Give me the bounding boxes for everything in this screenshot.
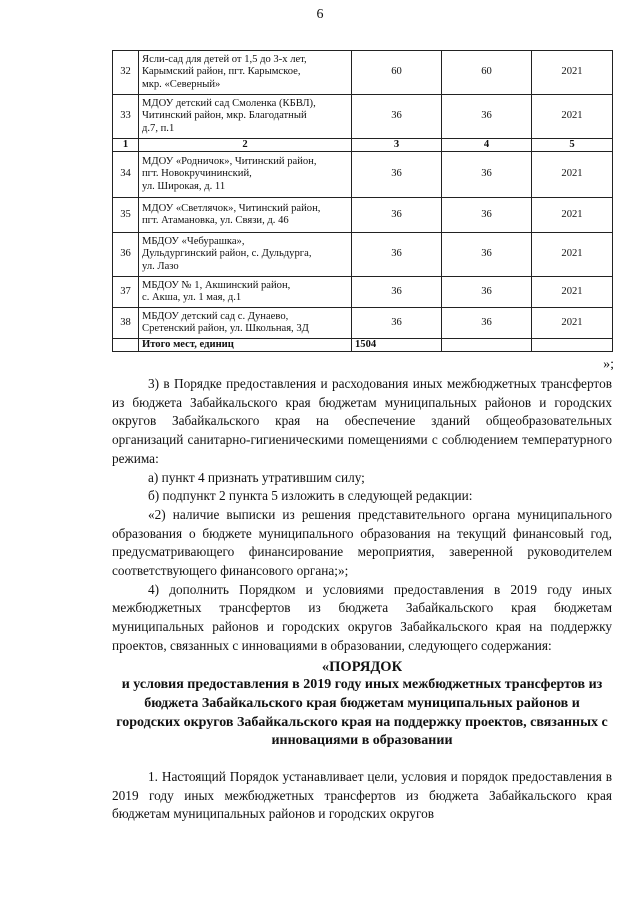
paragraph-clause-1: 1. Настоящий Порядок устанавливает цели, условия и порядок предоставления в 2019 году иных межбюджетных трансфертов из бюджета Забайкальского края бюджетам муниципальных районов и городских округов: [112, 769, 612, 822]
table-row: [113, 233, 613, 277]
places-planned: 36: [352, 233, 442, 277]
total-spacer: [113, 339, 139, 352]
table-row: [113, 198, 613, 233]
row-number: 35: [113, 198, 139, 233]
table-row: [113, 308, 613, 339]
institution-name: МДОУ «Родничок», Читинский район, пгт. Новокручининский, ул. Широкая, д. 11: [139, 152, 352, 198]
total-row: [113, 339, 613, 352]
places-created: 60: [442, 51, 532, 95]
column-number-row: [113, 139, 613, 152]
column-number: 2: [139, 139, 352, 152]
row-number: 34: [113, 152, 139, 198]
procedure-title: [112, 658, 612, 752]
column-number: 1: [113, 139, 139, 152]
year: 2021: [532, 233, 613, 277]
column-number: 5: [532, 139, 613, 152]
institution-name: МБДОУ детский сад с. Дунаево, Сретенский район, ул. Школьная, 3Д: [139, 308, 352, 339]
places-planned: 36: [352, 198, 442, 233]
year: 2021: [532, 95, 613, 139]
places-created: 36: [442, 233, 532, 277]
paragraph-item-3: 3) в Порядке предоставления и расходования иных межбюджетных трансфертов из бюджета Забайкальского края бюджетам муниципальных районов и городских округов Забайкальского края на обеспечение зданий общеобразовательных организаций санитарно-гигиеническими помещениями с соблюдением температурного режима:: [112, 376, 612, 466]
places-planned: 60: [352, 51, 442, 95]
paragraph-quoted-subclause: «2) наличие выписки из решения представительного органа муниципального образования о бюджете муниципального образования на текущий финансовый год, предусматривающего финансирование мероприятия, заверенной руководителем соответствующего финансового органа;»;: [112, 506, 612, 579]
places-created: 36: [442, 152, 532, 198]
kindergarten-places-table: [112, 50, 613, 352]
page-number: 6: [316, 7, 324, 22]
institution-name: МБДОУ № 1, Акшинский район, с. Акша, ул. 1 мая, д.1: [139, 277, 352, 308]
table-row: [113, 277, 613, 308]
table-row: [113, 95, 613, 139]
total-value: 1504: [352, 339, 442, 352]
row-number: 37: [113, 277, 139, 308]
paragraph-item-a: а) пункт 4 признать утратившим силу;: [148, 469, 365, 485]
institution-name: МБДОУ «Чебурашка», Дульдургинский район, с. Дульдурга, ул. Лазо: [139, 233, 352, 277]
total-empty: [532, 339, 613, 352]
row-number: 38: [113, 308, 139, 339]
procedure-title-subheading: и условия предоставления в 2019 году иных межбюджетных трансфертов из бюджета Забайкальского края бюджетам муниципальных районов и городских округов Забайкальского края на поддержку проектов, связанных с инновациями в образовании: [116, 677, 608, 749]
document-body: [112, 375, 612, 824]
places-planned: 36: [352, 152, 442, 198]
table-row: [113, 51, 613, 95]
total-empty: [442, 339, 532, 352]
row-number: 36: [113, 233, 139, 277]
places-planned: 36: [352, 95, 442, 139]
procedure-title-heading: «ПОРЯДОК: [321, 658, 403, 675]
places-planned: 36: [352, 308, 442, 339]
places-created: 36: [442, 308, 532, 339]
institution-name: МДОУ детский сад Смоленка (КБВЛ), Читинский район, мкр. Благодатный д.7, п.1: [139, 95, 352, 139]
total-label: Итого мест, единиц: [139, 339, 352, 352]
year: 2021: [532, 152, 613, 198]
row-number: 32: [113, 51, 139, 95]
year: 2021: [532, 51, 613, 95]
table-row: [113, 152, 613, 198]
places-created: 36: [442, 277, 532, 308]
paragraph-item-b: б) подпункт 2 пункта 5 изложить в следующей редакции:: [148, 488, 473, 504]
column-number: 3: [352, 139, 442, 152]
year: 2021: [532, 198, 613, 233]
year: 2021: [532, 308, 613, 339]
places-planned: 36: [352, 277, 442, 308]
institution-name: МДОУ «Светлячок», Читинский район, пгт. Атамановка, ул. Связи, д. 46: [139, 198, 352, 233]
row-number: 33: [113, 95, 139, 139]
places-created: 36: [442, 95, 532, 139]
paragraph-item-4: 4) дополнить Порядком и условиями предоставления в 2019 году иных межбюджетных трансфертов из бюджета Забайкальского края бюджетам муниципальных районов и городских округов Забайкальского края на поддержку проектов, связанных с инновациями в образовании, следующего содержания:: [112, 581, 612, 653]
year: 2021: [532, 277, 613, 308]
column-number: 4: [442, 139, 532, 152]
closing-quote: »;: [603, 357, 614, 372]
institution-name: Ясли-сад для детей от 1,5 до 3-х лет, Карымский район, пгт. Карымское, мкр. «Северный»: [139, 51, 352, 95]
places-created: 36: [442, 198, 532, 233]
